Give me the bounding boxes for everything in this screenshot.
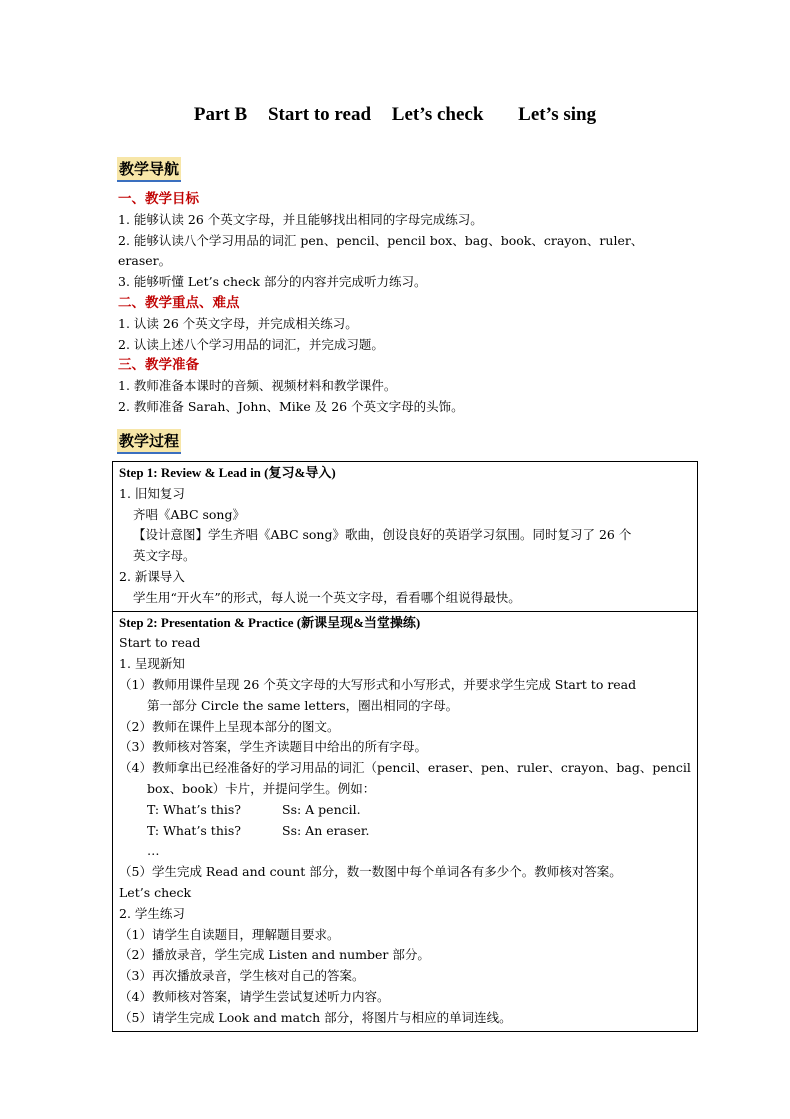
step1-line: 齐唱《ABC song》 [133, 506, 245, 522]
step2-line: （5）请学生完成 Look and match 部分，将图片与相应的单词连线。 [119, 1009, 512, 1025]
step2-line: （5）学生完成 Read and count 部分，数一数图中每个单词各有多少个。教师核对答案。 [119, 864, 622, 880]
step2-line: （4）教师核对答案，请学生尝试复述听力内容。 [119, 988, 390, 1004]
step1-row [113, 462, 698, 612]
dialog-question: T: What’s this? [147, 822, 242, 838]
key-points-heading: 二、教学重点、难点 [118, 294, 240, 311]
objective-item: eraser。 [118, 253, 172, 269]
teaching-process-table [112, 461, 698, 1032]
step2-cell [113, 611, 698, 1031]
dialog-line [119, 800, 691, 821]
step1-title: Step 1: Review & Lead in (复习&导入) [119, 465, 336, 480]
step2-line: （3）再次播放录音，学生核对自己的答案。 [119, 968, 365, 984]
teaching-process-heading: 教学过程 [117, 429, 181, 454]
step2-line: 1. 呈现新知 [119, 656, 185, 672]
title-part: Part B [193, 104, 248, 125]
objective-item: 2. 能够认读八个学习用品的词汇 pen、pencil、pencil box、bag、book、crayon、ruler、 [118, 232, 644, 248]
title-part: Start to read [267, 104, 372, 125]
teaching-nav-content [118, 189, 678, 418]
preparation-item: 2. 教师准备 Sarah、John、Mike 及 26 个英文字母的头饰。 [118, 398, 464, 414]
step2-line: box、book）卡片，并提问学生。例如： [147, 780, 376, 796]
title-part: Let’s check [391, 104, 484, 125]
step2-line: （1）请学生自读题目，理解题目要求。 [119, 926, 340, 942]
step2-line: （3）教师核对答案，学生齐读题目中给出的所有字母。 [119, 739, 427, 755]
objective-item: 3. 能够听懂 Let’s check 部分的内容并完成听力练习。 [118, 274, 427, 290]
key-point-item: 2. 认读上述八个学习用品的词汇，并完成习题。 [118, 336, 384, 352]
teaching-nav-heading: 教学导航 [117, 157, 181, 182]
step2-line: （2）教师在课件上呈现本部分的图文。 [119, 718, 340, 734]
dialog-ellipsis: … [147, 843, 160, 859]
step2-line: 2. 学生练习 [119, 905, 185, 921]
lesson-title [0, 104, 790, 126]
dialog-line [119, 821, 691, 842]
step2-line: （4）教师拿出已经准备好的学习用品的词汇（pencil、eraser、pen、ruler、crayon、bag、pencil [119, 760, 691, 776]
step1-cell [113, 462, 698, 612]
key-point-item: 1. 认读 26 个英文字母，并完成相关练习。 [118, 315, 358, 331]
step2-line: Let’s check [119, 884, 192, 900]
preparation-item: 1. 教师准备本课时的音频、视频材料和教学课件。 [118, 378, 397, 394]
step2-title: Step 2: Presentation & Practice (新课呈现&当堂操练) [119, 614, 421, 630]
step2-line: （1）教师用课件呈现 26 个英文字母的大写形式和小写形式，并要求学生完成 Start to read [119, 676, 637, 692]
step2-line: 第一部分 Circle the same letters，圈出相同的字母。 [147, 697, 459, 713]
objective-item: 1. 能够认读 26 个英文字母，并且能够找出相同的字母完成练习。 [118, 211, 483, 227]
step1-line: 学生用“开火车”的形式，每人说一个英文字母，看看哪个组说得最快。 [133, 589, 521, 605]
objectives-heading: 一、教学目标 [118, 191, 199, 207]
dialog-answer: Ss: A pencil. [282, 801, 361, 817]
dialog-question: T: What’s this? [147, 801, 242, 817]
dialog-answer: Ss: An eraser. [282, 822, 370, 838]
step1-line: 英文字母。 [133, 548, 196, 564]
step1-line: 2. 新课导入 [119, 568, 185, 584]
step2-line: Start to read [119, 635, 201, 651]
preparation-heading: 三、教学准备 [118, 357, 199, 374]
step1-line: 【设计意图】学生齐唱《ABC song》歌曲，创设良好的英语学习氛围。同时复习了 26 个 [133, 527, 632, 543]
step2-row [113, 611, 698, 1031]
step1-line: 1. 旧知复习 [119, 485, 185, 501]
step2-line: （2）播放录音，学生完成 Listen and number 部分。 [119, 947, 430, 963]
title-part: Let’s sing [518, 104, 597, 125]
